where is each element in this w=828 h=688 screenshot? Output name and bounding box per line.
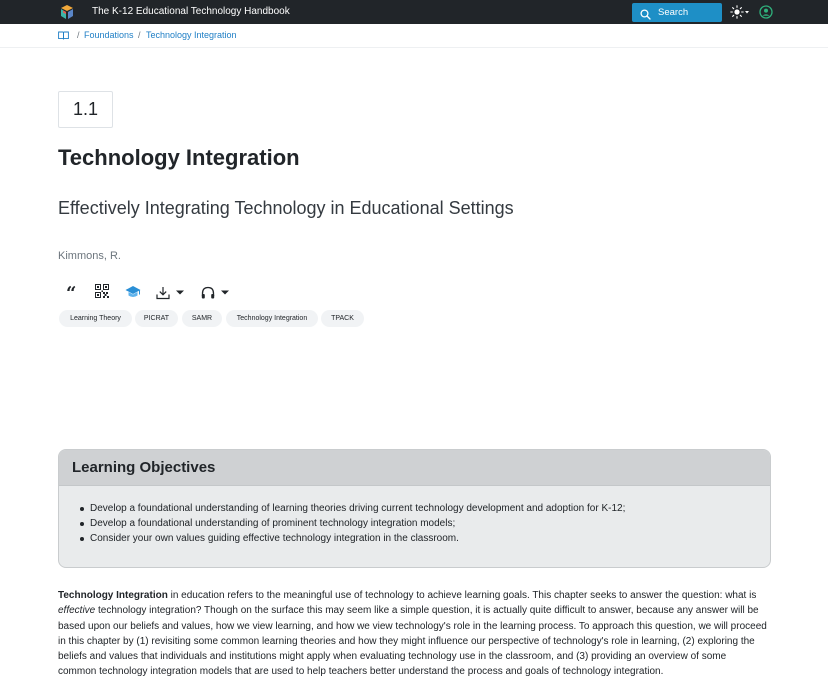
sun-icon	[730, 5, 750, 19]
intro-paragraph	[58, 588, 772, 680]
quote-icon[interactable]	[66, 283, 78, 304]
learning-objectives-header	[59, 450, 770, 486]
paragraph-line: common technology integration models that are used to help teachers better understand the process and goals of technology integration.	[58, 666, 664, 678]
page-subtitle: Effectively Integrating Technology in Educational Settings	[58, 198, 514, 218]
account-circle-icon[interactable]	[759, 5, 773, 19]
paragraph-line: beliefs and values that individuals and institutions might apply when evaluating technology use in the classroom, and (3) providing an overview of some	[58, 651, 727, 663]
breadcrumb-link-foundations[interactable]: Foundations	[84, 30, 134, 40]
search-button[interactable]	[632, 3, 722, 22]
app-title[interactable]: The K-12 Educational Technology Handbook	[92, 6, 290, 17]
search-label: Search	[658, 7, 689, 18]
objective-item: Develop a foundational understanding of prominent technology integration models;	[90, 516, 625, 531]
tag-tpack[interactable]: TPACK	[321, 310, 364, 327]
qr-code-icon[interactable]	[95, 284, 109, 300]
objective-item: Develop a foundational understanding of learning theories driving current technology development and adoption for K-12;	[90, 503, 626, 514]
header-divider	[0, 47, 828, 48]
objective-item: Consider your own values guiding effective technology integration in the classroom.	[90, 531, 625, 546]
tag-technology-integration[interactable]: Technology Integration	[226, 310, 318, 327]
download-button[interactable]	[156, 286, 186, 302]
book-icon[interactable]	[58, 31, 69, 40]
paragraph-line	[58, 603, 772, 618]
top-navbar	[0, 0, 828, 24]
learning-objectives-title: Learning Objectives	[72, 459, 216, 476]
paragraph-line: based upon our beliefs and values, how we view learning, and how we view technology's role in the learning process. To approach this question, we will proceed	[58, 620, 767, 632]
audio-button[interactable]	[201, 286, 231, 302]
learning-objectives-box	[58, 449, 771, 568]
breadcrumb-link-technology-integration[interactable]: Technology Integration	[146, 30, 237, 40]
tag-learning-theory[interactable]: Learning Theory	[59, 310, 132, 327]
tag-picrat[interactable]: PICRAT	[135, 310, 178, 327]
graduation-cap-icon[interactable]	[125, 285, 141, 301]
theme-toggle[interactable]	[730, 5, 750, 19]
paragraph-text: in education refers to the meaningful use of technology to achieve learning goals. This chapter seeks to answer the question: what is	[167, 590, 757, 601]
paragraph-text: technology integration? Though on the surface this may seem like a simple question, it is actually quite difficult to answer, because any answer will be	[95, 605, 759, 617]
term-italic: effective	[58, 605, 96, 617]
paragraph-line: in this chapter by (1) revisiting some common learning theories and how they might influence our perspective of technology's role in learning, (2) exploring the	[58, 635, 755, 647]
learning-objectives-list	[90, 501, 625, 546]
download-icon	[156, 286, 186, 300]
book-logo-icon[interactable]	[59, 4, 75, 20]
cite-glyph: “	[66, 283, 77, 304]
search-icon	[640, 7, 651, 18]
tag-samr[interactable]: SAMR	[182, 310, 222, 327]
chapter-number-badge: 1.1	[58, 91, 113, 128]
term-bold: Technology Integration	[58, 590, 168, 601]
breadcrumb-separator: /	[138, 30, 141, 40]
headphones-icon	[201, 286, 231, 300]
page-title: Technology Integration	[58, 145, 300, 170]
paragraph-line	[58, 588, 772, 603]
breadcrumb-separator: /	[77, 30, 80, 40]
author-name[interactable]: Kimmons, R.	[58, 250, 121, 262]
